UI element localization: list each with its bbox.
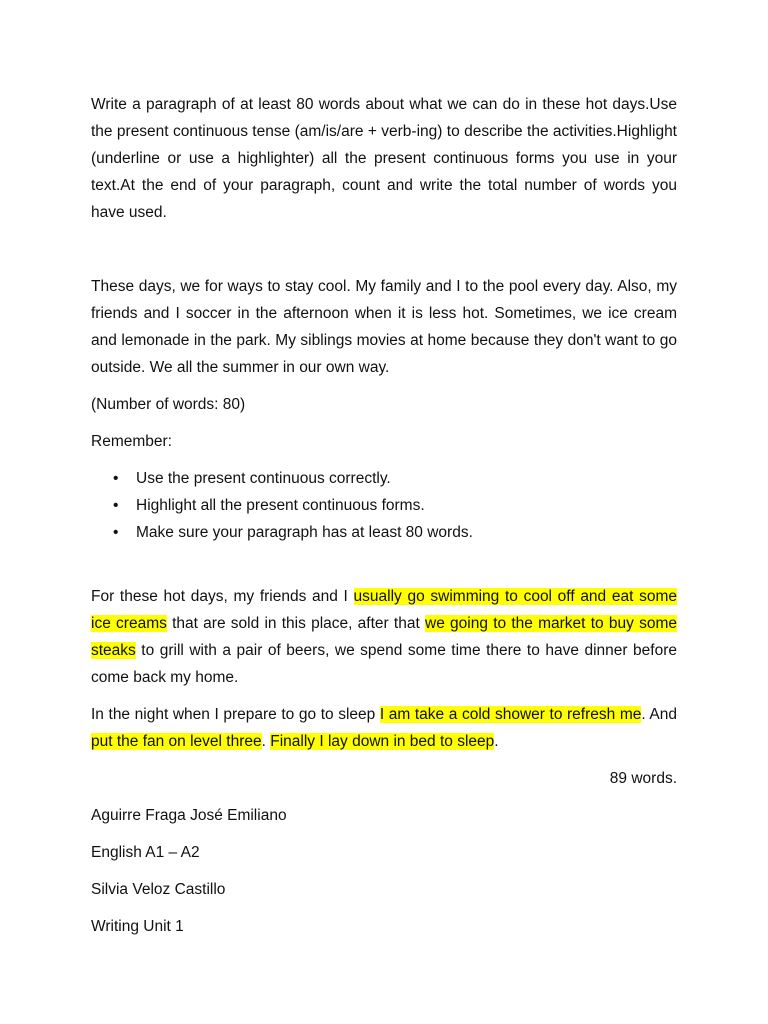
highlighted-phrase: I am take a cold shower to refresh me [379,706,642,723]
answer-text: In the night when I prepare to go to sleep [91,706,380,723]
list-item [91,519,677,546]
list-item-text: Make sure your paragraph has at least 80 words. [136,524,473,541]
answer-text: For these hot days, my friends and I [91,588,354,605]
highlighted-phrase: put the fan on level three [91,733,262,750]
highlighted-phrase: we going to the market to buy some steaks [91,615,677,659]
answer-word-count: 89 words. [609,770,677,787]
document-body [91,91,677,940]
answer-text: . [261,733,271,750]
answer-text: . And [641,706,678,723]
list-item [91,492,677,519]
list-item-text: Highlight all the present continuous forms. [136,497,425,514]
highlighted-phrase: Finally I lay down in bed to sleep [270,733,495,750]
sample-paragraph: These days, we for ways to stay cool. My family and I to the pool every day. Also, my friends and I soccer in the afternoon when it is less hot. Sometimes, we ice cream and lemonade in the park. My siblings movies at home because they don't want to go outside. We all the summer in our own way. [91,278,677,376]
assignment-prompt: Write a paragraph of at least 80 words about what we can do in these hot days.Use the present continuous tense (am/is/are + verb-ing) to describe the activities.Highlight (underline or use a highlighter) all the present continuous forms you use in your text.At the end of your paragraph, count and write the total number of words you have used. [91,96,677,221]
spacer [91,226,677,273]
highlighted-phrase: usually go swimming to cool off and eat some ice creams [91,588,677,632]
spacer [91,455,677,465]
spacer [91,418,677,428]
answer-paragraph-1 [91,583,677,691]
answer-text: to grill with a pair of beers, we spend some time there to have dinner before come back my home. [91,642,677,686]
teacher-name: Silvia Veloz Castillo [91,881,226,898]
bullet-icon: • [113,524,119,541]
bullet-icon: • [113,470,119,487]
answer-text: that are sold in this place, after that [166,615,425,632]
sample-word-count: (Number of words: 80) [91,396,246,413]
spacer [91,691,677,701]
spacer [91,792,677,802]
course-name: English A1 – A2 [91,844,200,861]
spacer [91,903,677,913]
spacer [91,546,677,583]
list-item-text: Use the present continuous correctly. [136,470,391,487]
answer-paragraph-2 [91,701,677,755]
spacer [91,829,677,839]
spacer [91,866,677,876]
assignment-title: Writing Unit 1 [91,918,184,935]
spacer [91,381,677,391]
list-item [91,465,677,492]
remember-heading: Remember: [91,433,172,450]
bullet-icon: • [113,497,119,514]
reminder-list [91,465,677,546]
author-name: Aguirre Fraga José Emiliano [91,807,287,824]
answer-text: . [494,733,499,750]
spacer [91,755,677,765]
